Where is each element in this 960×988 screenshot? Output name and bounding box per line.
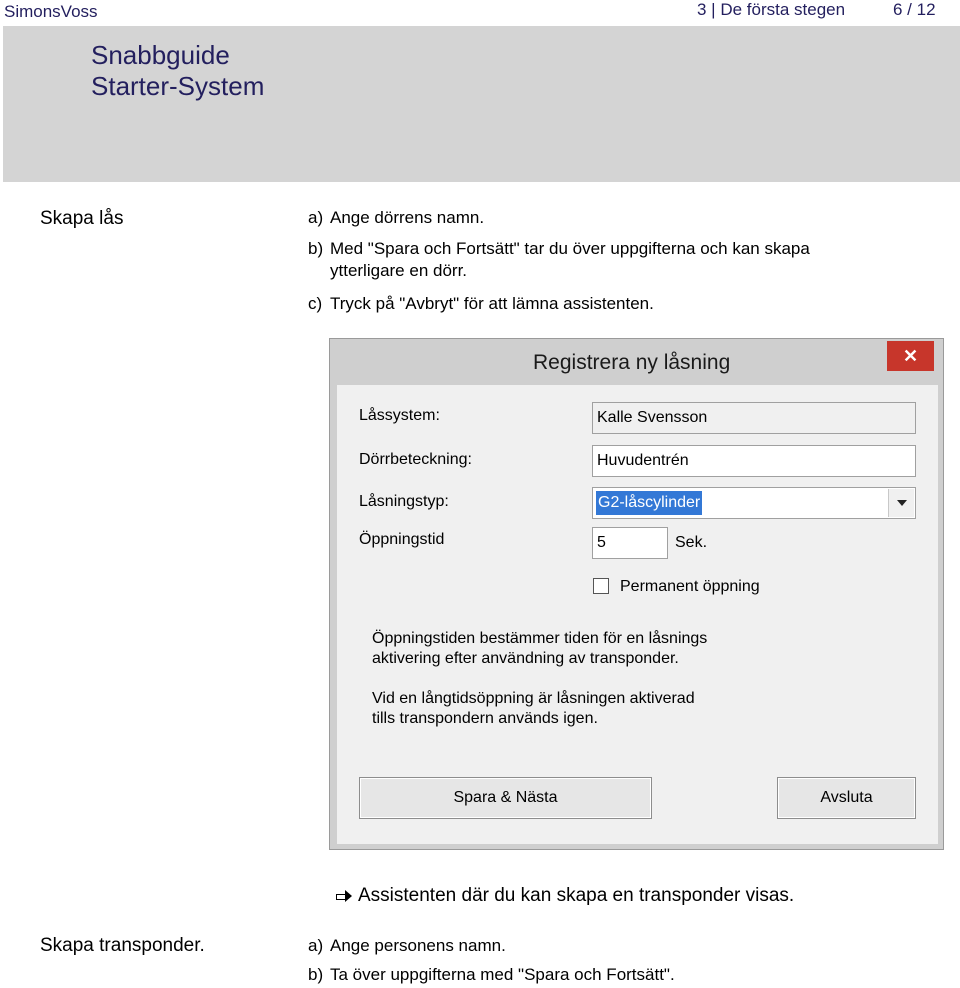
step-text-continuation: ytterligare en dörr. <box>330 261 468 280</box>
result-text: Assistenten där du kan skapa en transponder visas. <box>358 885 795 906</box>
opening-time-label: Öppningstid <box>359 531 445 548</box>
register-lock-dialog <box>329 338 944 850</box>
dialog-title: Registrera ny låsning <box>533 351 731 374</box>
step-text: Ange dörrens namn. <box>330 208 485 227</box>
step-item <box>308 964 675 986</box>
step-marker: c) <box>308 294 323 313</box>
door-designation-label: Dörrbeteckning: <box>359 451 472 468</box>
arrow-right-icon <box>336 890 352 902</box>
long-term-opening-info <box>372 689 695 729</box>
opening-time-field[interactable]: 5 <box>592 527 668 559</box>
chapter-title: 3 | De första stegen <box>697 0 846 19</box>
dialog-titlebar <box>330 339 943 385</box>
section-label-create-transponder: Skapa transponder. <box>40 935 205 956</box>
dialog-body <box>337 385 938 844</box>
step-item <box>308 238 810 282</box>
step-text: Med "Spara och Fortsätt" tar du över uppgifterna och kan skapa <box>330 239 810 258</box>
step-marker: a) <box>308 208 324 227</box>
step-text: Ange personens namn. <box>330 936 506 955</box>
step-item <box>308 935 506 957</box>
lock-type-dropdown[interactable] <box>592 487 916 519</box>
save-next-button[interactable]: Spara & Nästa <box>359 777 652 819</box>
brand-name: SimonsVoss <box>4 2 98 21</box>
page-header <box>0 0 960 24</box>
page-number: 6 / 12 <box>893 0 936 19</box>
step-marker: a) <box>308 936 324 955</box>
info-line: Öppningstiden bestämmer tiden för en låsnings <box>372 630 708 647</box>
step-marker: b) <box>308 239 324 258</box>
step-item <box>308 207 484 229</box>
seconds-unit-label: Sek. <box>675 534 708 551</box>
step-marker: b) <box>308 965 324 984</box>
permanent-opening-label[interactable]: Permanent öppning <box>620 578 760 595</box>
title-line-1: Snabbguide <box>91 40 230 70</box>
lock-type-selected: G2-låscylinder <box>596 491 702 515</box>
finish-button[interactable]: Avsluta <box>777 777 916 819</box>
document-title <box>91 40 264 102</box>
door-designation-field[interactable]: Huvudentrén <box>592 445 916 477</box>
lock-system-field[interactable]: Kalle Svensson <box>592 402 916 434</box>
chevron-down-icon[interactable] <box>888 489 914 517</box>
permanent-opening-checkbox[interactable] <box>593 578 609 594</box>
title-line-2: Starter-System <box>91 71 265 101</box>
step-item <box>308 293 654 315</box>
step-text: Tryck på "Avbryt" för att lämna assistenten. <box>330 294 654 313</box>
opening-time-info <box>372 629 707 669</box>
info-line: tills transpondern används igen. <box>372 710 598 727</box>
close-icon[interactable]: ✕ <box>887 341 934 371</box>
info-line: Vid en långtidsöppning är låsningen aktiverad <box>372 690 695 707</box>
lock-type-label: Låsningstyp: <box>359 493 449 510</box>
info-line: aktivering efter användning av transponder. <box>372 650 679 667</box>
result-note <box>336 885 794 907</box>
step-text: Ta över uppgifterna med "Spara och Fortsätt". <box>330 965 675 984</box>
title-banner <box>3 26 960 182</box>
lock-system-label: Låssystem: <box>359 407 440 424</box>
section-label-create-lock: Skapa lås <box>40 208 124 229</box>
